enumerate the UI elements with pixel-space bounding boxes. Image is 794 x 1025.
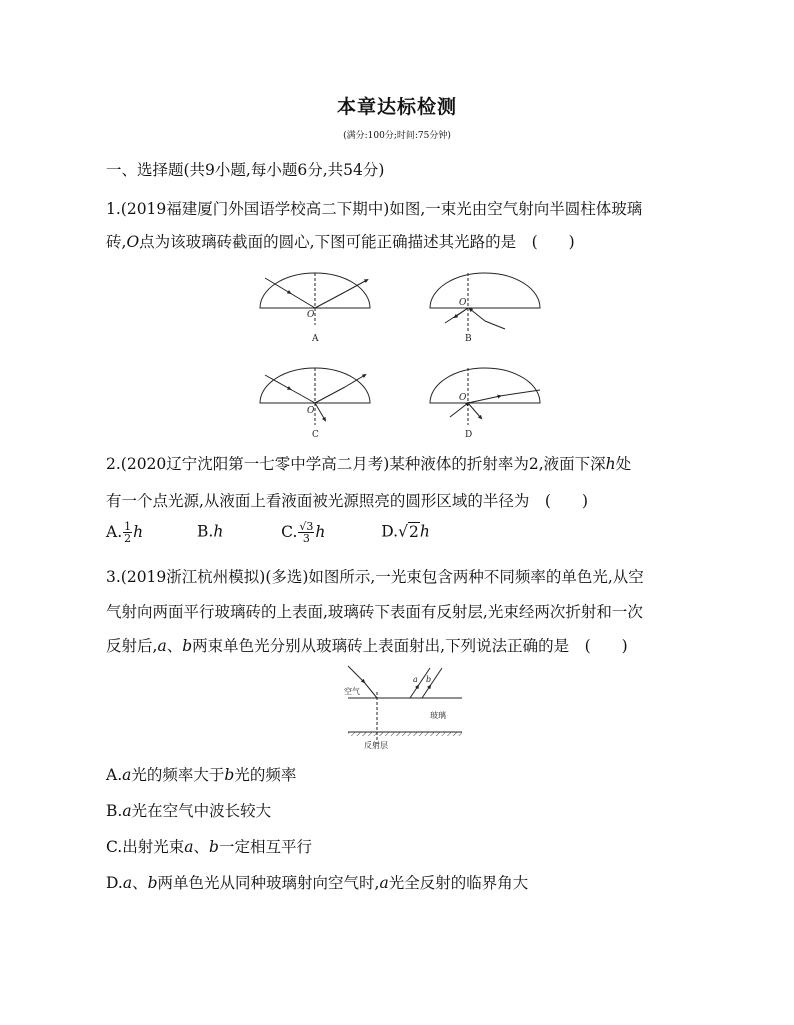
q1-var-o: O: [126, 233, 140, 251]
fig-b-o: O: [459, 298, 467, 308]
q2-option-d: [381, 522, 430, 541]
q2-opt-c-num: √3: [299, 520, 314, 533]
q2-line1-end: 处: [615, 455, 632, 473]
q2-opt-b-var: h: [213, 522, 224, 541]
q3-opt-c-t2: 一定相互平行: [218, 838, 312, 856]
fig-label-d: D: [465, 430, 473, 440]
q2-line1-text: 2.(2020辽宁沈阳第一七零中学高二月考)某种液体的折射率为2,液面下深: [106, 455, 606, 473]
q3-opt-a-t1: 光的频率大于: [131, 766, 225, 784]
q3-opt-c-t1: 、: [193, 838, 210, 856]
q3-opt-d-v1: a: [122, 874, 133, 892]
fig-a-o: O: [307, 310, 315, 320]
q2-opt-d-label: D.: [381, 522, 399, 541]
q3-opt-c-v1: a: [184, 838, 194, 856]
q2-options: [106, 521, 430, 544]
q3-line2: 气射向两面平行玻璃砖的上表面,玻璃砖下表面有反射层,光束经两次折射和一次: [106, 603, 643, 621]
q3-fig-ray-a: a: [413, 675, 418, 684]
q2-opt-a-label: A.: [106, 522, 123, 541]
fig-label-a: A: [312, 334, 319, 344]
fig-c-o: O: [307, 406, 315, 416]
q3-line3-sep: 、: [166, 637, 183, 655]
q3-opt-c-v2: b: [209, 838, 219, 856]
q1-figure: [255, 265, 545, 445]
q2-opt-d-radicand: 2: [408, 522, 419, 541]
page-subtitle: (满分:100分;时间:75分钟): [343, 131, 451, 141]
q3-fig-ray-b: b: [426, 675, 432, 684]
figure-a: [260, 273, 370, 325]
q1-line1: 1.(2019福建厦门外国语学校高二下期中)如图,一束光由空气射向半圆柱体玻璃: [106, 200, 643, 218]
q2-opt-b-label: B.: [196, 522, 214, 541]
q1-line2-rest: 点为该玻璃砖截面的圆心,下图可能正确描述其光路的是 ( ): [139, 233, 575, 251]
q3-opt-b-v1: a: [122, 802, 132, 820]
figure-b: [430, 273, 540, 331]
q3-opt-d-t2: 两单色光从同种玻璃射向空气时,: [157, 874, 380, 892]
q2-opt-c-fraction: [298, 521, 314, 544]
q3-fig-air: 空气: [344, 687, 360, 696]
q3-opt-a-t2: 光的频率: [234, 766, 297, 784]
q3-option-b: [106, 799, 271, 821]
q2-line1: [106, 452, 631, 474]
q3-opt-a-label: A.: [106, 766, 123, 784]
q3-line3-prefix: 反射后,: [106, 637, 158, 655]
q2-opt-d-root: √: [398, 522, 408, 541]
q2-line2: 有一个点光源,从液面上看液面被光源照亮的圆形区域的半径为 ( ): [106, 492, 589, 510]
q3-figure: [340, 662, 470, 754]
q2-opt-a-var: h: [133, 522, 144, 541]
q3-line3: [106, 634, 628, 656]
q1-line2-prefix: 砖,: [106, 233, 127, 251]
q3-line1: 3.(2019浙江杭州模拟)(多选)如图所示,一光束包含两种不同频率的单色光,从空: [106, 568, 644, 586]
fig-label-b: B: [465, 334, 472, 344]
q3-fig-reflect: 反射层: [364, 741, 388, 750]
q2-opt-c-den: 3: [302, 532, 310, 545]
q2-option-a: [106, 520, 148, 545]
q2-opt-a-num: 1: [124, 520, 132, 533]
q2-opt-a-fraction: [123, 521, 132, 544]
q3-opt-d-v2: b: [147, 874, 158, 892]
q3-option-d: [106, 871, 528, 893]
q3-opt-d-t1: 、: [132, 874, 148, 892]
q3-option-a: [106, 763, 296, 785]
q3-opt-d-label: D.: [106, 874, 123, 892]
q3-opt-a-v2: b: [224, 766, 235, 784]
fig-label-c: C: [312, 430, 319, 440]
q3-line3-rest: 两束单色光分别从玻璃砖上表面射出,下列说法正确的是 ( ): [192, 637, 628, 655]
q3-opt-b-label: B.: [106, 802, 123, 820]
q2-option-c: [281, 520, 330, 545]
q3-line3-a: a: [157, 637, 167, 655]
q2-opt-a-den: 2: [124, 532, 132, 545]
q2-option-b: [197, 523, 228, 541]
page-title: 本章达标检测: [336, 96, 457, 118]
q2-opt-c-label: C.: [281, 522, 298, 541]
q1-line2: [106, 230, 575, 252]
q3-option-c: [106, 835, 312, 857]
q3-fig-glass: 玻璃: [430, 711, 446, 720]
fig-d-o: O: [459, 393, 467, 403]
q3-opt-d-v3: a: [379, 874, 389, 892]
figure-c: [260, 368, 370, 425]
q2-opt-d-var: h: [419, 522, 430, 541]
section-heading: 一、选择题(共9小题,每小题6分,共54分): [106, 161, 385, 179]
q3-opt-c-label: C.出射光束: [106, 838, 185, 856]
q2-opt-c-var: h: [315, 522, 326, 541]
q3-opt-d-t3: 光全反射的临界角大: [388, 874, 529, 892]
q3-line3-b: b: [182, 637, 193, 655]
figure-d: [430, 368, 540, 425]
q3-opt-a-v1: a: [122, 766, 132, 784]
q2-var-h: h: [605, 455, 616, 473]
q3-opt-b-t1: 光在空气中波长较大: [131, 802, 272, 820]
